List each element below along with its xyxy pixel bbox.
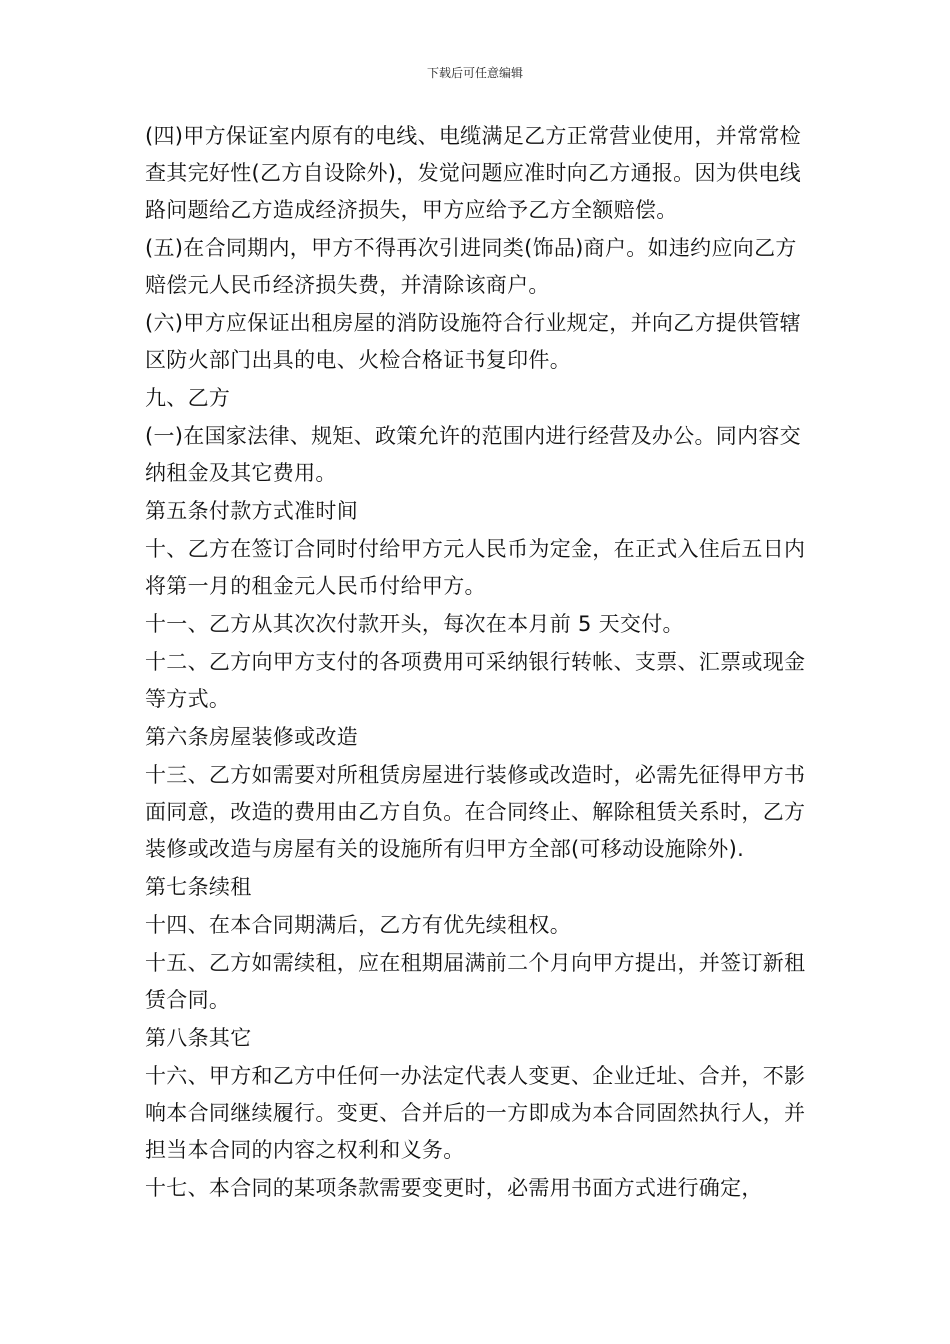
clause-four: (四)甲方保证室内原有的电线、电缆满足乙方正常营业使用，并常常检查其完好性(乙方自设除外)，发觉问题应准时向乙方通报。因为供电线路问题给乙方造成经济损失，甲方应给予乙方全额赔偿。 — [145, 124, 801, 222]
clause-seventeen: 十七、本合同的某项条款需要变更时，必需用书面方式进行确定， — [145, 1176, 763, 1200]
clause-fourteen: 十四、在本合同期满后，乙方有优先续租权。 — [145, 913, 571, 937]
clause-twelve: 十二、乙方向甲方支付的各项费用可采纳银行转帐、支票、汇票或现金等方式。 — [145, 650, 806, 711]
clause-ten: 十、乙方在签订合同时付给甲方元人民币为定金，在正式入住后五日内将第一月的租金元人民币付给甲方。 — [145, 537, 806, 598]
clause-thirteen: 十三、乙方如需要对所租赁房屋进行装修或改造时，必需先征得甲方书面同意，改造的费用由乙方自负。在合同终止、解除租赁关系时，乙方装修或改造与房屋有关的设施所有归甲方全部(可移动设施除外). — [145, 763, 806, 861]
clause-five: (五)在合同期内，甲方不得再次引进同类(饰品)商户。如违约应向乙方赔偿元人民币经济损失费，并清除该商户。 — [145, 236, 797, 297]
clause-sixteen: 十六、甲方和乙方中任何一办法定代表人变更、企业迁址、合并，不影响本合同继续履行。变更、合并后的一方即成为本合同固然执行人，并担当本合同的内容之权利和义务。 — [145, 1064, 806, 1162]
document-body — [145, 118, 810, 1208]
clause-eleven: 十一、乙方从其次次付款开头，每次在本月前 5 天交付。 — [145, 612, 684, 636]
page-header: 下载后可任意编辑 — [426, 66, 523, 80]
article-five-heading: 第五条付款方式准时间 — [145, 499, 358, 523]
article-six-heading: 第六条房屋装修或改造 — [145, 725, 358, 749]
article-seven-heading: 第七条续租 — [145, 875, 252, 899]
section-heading-nine: 九、乙方 — [145, 386, 231, 410]
clause-six: (六)甲方应保证出租房屋的消防设施符合行业规定，并向乙方提供管辖区防火部门出具的电、火检合格证书复印件。 — [145, 311, 801, 372]
clause-fifteen: 十五、乙方如需续租，应在租期届满前二个月向甲方提出，并签订新租赁合同。 — [145, 951, 806, 1012]
clause-one: (一)在国家法律、规矩、政策允许的范围内进行经营及办公。同内容交纳租金及其它费用。 — [145, 424, 801, 485]
article-eight-heading: 第八条其它 — [145, 1026, 252, 1050]
